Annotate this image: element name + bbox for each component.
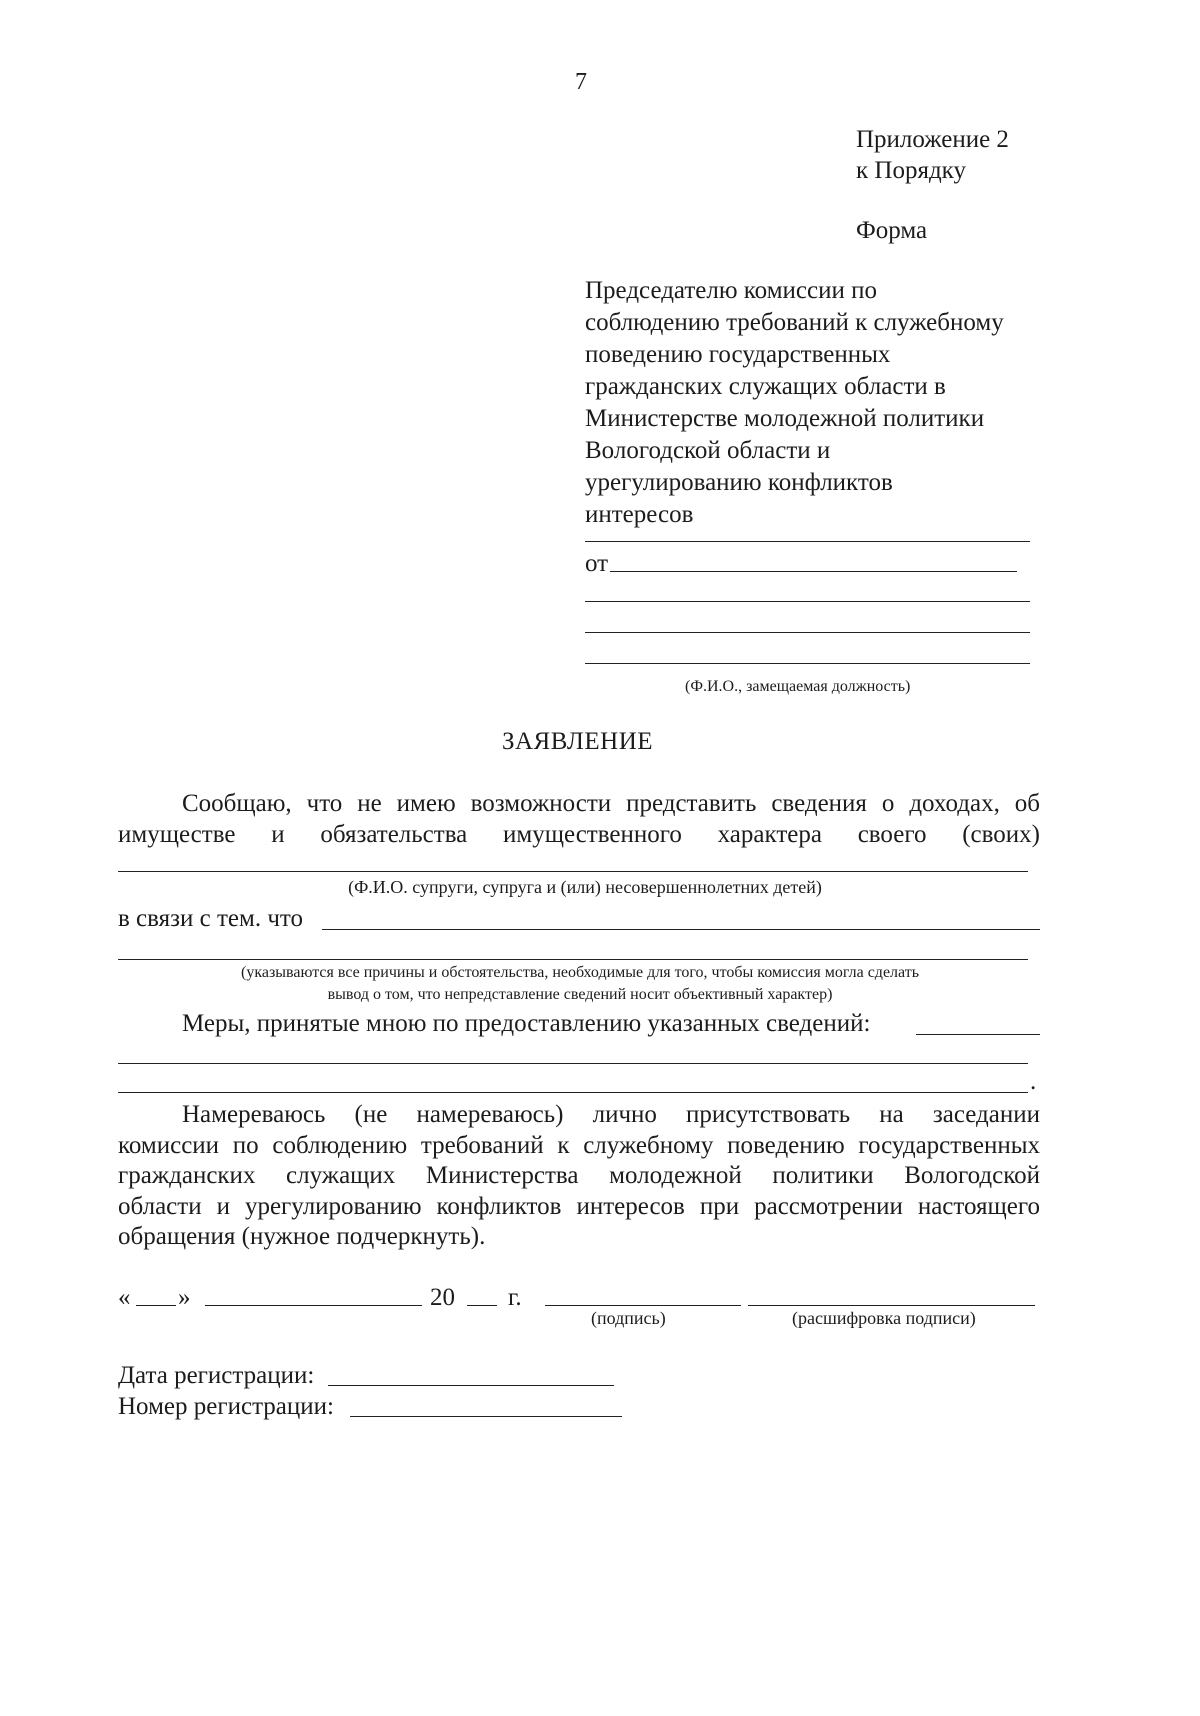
month-field[interactable] [205,1305,422,1306]
reason-caption: вывод о том, что непредставление сведений носит объективный характер) [327,986,833,1003]
applicant-line[interactable] [585,541,1030,542]
applicant-line[interactable] [585,663,1030,664]
statement-line: Сообщаю, что не имею возможности представить сведения о доходах, об [182,790,1040,817]
recipient-line: гражданских служащих области в [585,373,946,400]
attendance-line: области и урегулированию конфликтов интересов при рассмотрении настоящего [118,1193,1040,1220]
registration-date-field[interactable] [328,1385,614,1386]
recipient-line: Министерстве молодежной политики [585,405,985,432]
year-suffix: г. [508,1284,522,1311]
from-label: от [585,550,609,577]
attendance-line: Намереваюсь (не намереваюсь) лично присутствовать на заседании [182,1101,1040,1128]
attendance-line: гражданских служащих Министерства молодежной политики Вологодской [118,1162,1040,1189]
measures-line[interactable] [916,1034,1040,1035]
year-prefix: 20 [430,1284,455,1311]
form-label: Форма [856,217,928,244]
quote-close: » [178,1284,191,1311]
recipient-line: соблюдению требований к служебному [585,309,1004,336]
appendix-label: Приложение 2 [856,126,1009,153]
measures-line[interactable] [118,1092,1028,1093]
recipient-block [585,275,1035,531]
recipient-line: Председателю комиссии по [585,277,877,304]
year-field[interactable] [467,1305,497,1306]
attendance-line: комиссии по соблюдению требований к служебному поведению государственных [118,1132,1040,1159]
signature-field[interactable] [545,1305,741,1306]
reason-caption: (указываются все причины и обстоятельства, необходимые для того, чтобы комиссия могла сделать [240,964,919,981]
appendix-order-label: к Порядку [856,157,966,184]
reason-line[interactable] [322,929,1040,930]
statement-line: имуществе и обязательства имущественного характера своего (своих) [118,821,1040,848]
document-title: ЗАЯВЛЕНИЕ [501,728,654,755]
day-field[interactable] [136,1305,176,1306]
reason-line[interactable] [118,959,1028,960]
reason-label: в связи с тем. что [118,905,303,932]
recipient-line: интересов [585,501,694,528]
recipient-line: Вологодской области и [585,437,831,464]
family-caption: (Ф.И.О. супруги, супруга и (или) несовершеннолетних детей) [348,877,822,897]
signature-caption: (подпись) [591,1308,666,1328]
attendance-line: обращения (нужное подчеркнуть). [118,1223,486,1250]
registration-number-field[interactable] [350,1416,622,1417]
applicant-caption: (Ф.И.О., замещаемая должность) [685,678,911,695]
registration-date-label: Дата регистрации: [118,1362,315,1389]
recipient-line: поведению государственных [585,341,891,368]
family-name-line[interactable] [118,871,1028,872]
quote-open: « [118,1284,131,1311]
measures-line[interactable] [118,1063,1028,1064]
measures-label: Меры, принятые мною по предоставлению указанных сведений: [182,1010,871,1037]
measures-period: . [1030,1068,1037,1095]
signature-decode-field[interactable] [748,1305,1035,1306]
recipient-line: урегулированию конфликтов [585,469,893,496]
signature-decode-caption: (расшифровка подписи) [792,1308,976,1328]
applicant-name-line[interactable] [610,571,1017,572]
registration-number-label: Номер регистрации: [118,1393,334,1420]
applicant-line[interactable] [585,601,1030,602]
page-number: 7 [575,69,587,95]
applicant-line[interactable] [585,632,1030,633]
